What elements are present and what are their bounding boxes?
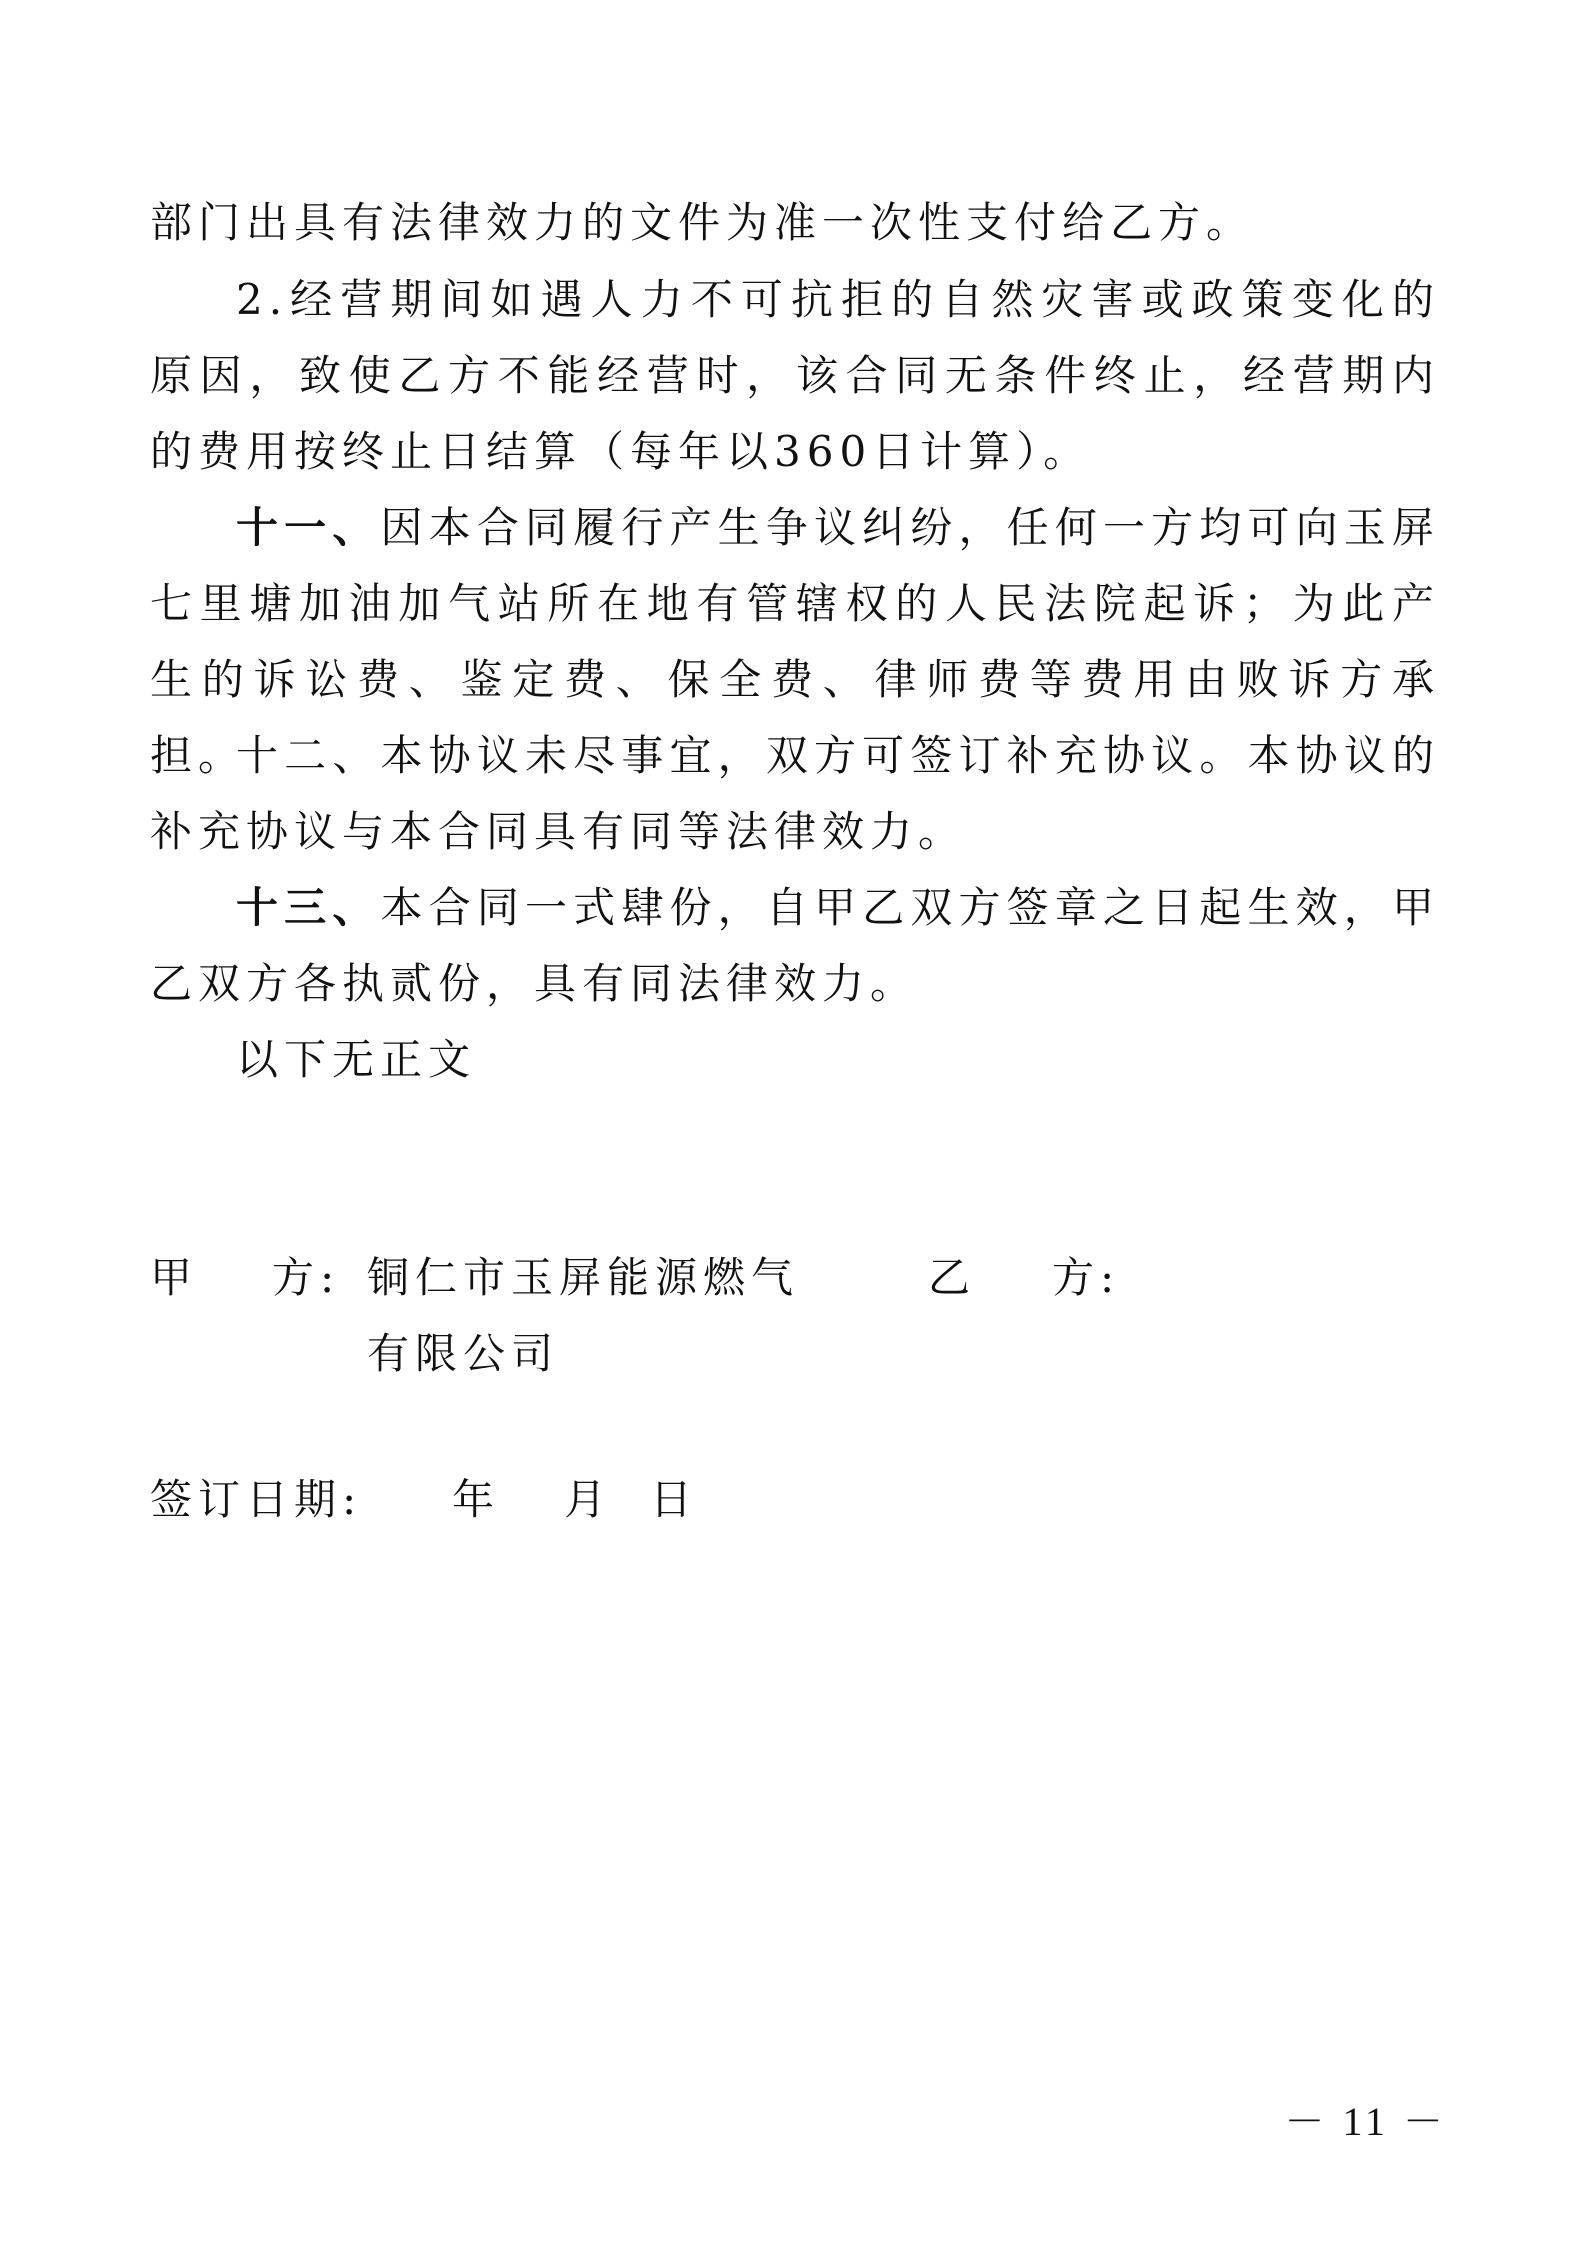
signing-date-year: 年	[452, 1475, 501, 1524]
signing-date-day: 日	[650, 1475, 699, 1524]
party-a-label-char2: 方:	[272, 1253, 341, 1302]
party-a-label-char1: 甲	[150, 1253, 199, 1302]
paragraph-supplementary-agreement: 十二、本协议未尽事宜，双方可签订补充协议。本协议的补充协议与本合同具有同等法律效力。	[150, 731, 1440, 856]
clause-body-thirteen: 本合同一式肆份，自甲乙双方签章之日起生效，甲乙双方各执贰份，具有同法律效力。	[150, 883, 1440, 1008]
paragraph-no-further-text: 以下无正文	[236, 1035, 477, 1084]
paragraph-copies-effectiveness	[150, 870, 1440, 1022]
page-number: － 11 －	[1284, 2099, 1447, 2144]
paragraph-payment-continuation: 部门出具有法律效力的文件为准一次性支付给乙方。	[150, 198, 1255, 247]
party-b-label-char1: 乙	[928, 1253, 977, 1302]
party-a-name: 铜仁市玉屏能源燃气	[367, 1253, 800, 1302]
signing-date-month: 月	[564, 1475, 613, 1524]
party-a-name-continued: 有限公司	[367, 1329, 560, 1378]
party-b-label-char2: 方:	[1052, 1253, 1121, 1302]
clause-body-eleven: 因本合同履行产生争议纠纷，任何一方均可向玉屏七里塘加油加气站所在地有管辖权的人民法院起诉；为此产生的诉讼费、鉴定费、保全费、律师费等费用由败诉方承担。	[150, 503, 1440, 780]
paragraph-force-majeure: 2.经营期间如遇人力不可抗拒的自然灾害或政策变化的原因，致使乙方不能经营时，该合同无条件终止，经营期内的费用按终止日结算（每年以360日计算）。	[150, 275, 1440, 476]
clause-heading-thirteen: 十三、	[236, 883, 381, 932]
clause-heading-eleven: 十一、	[236, 503, 381, 552]
signing-date-label: 签订日期:	[150, 1475, 363, 1524]
